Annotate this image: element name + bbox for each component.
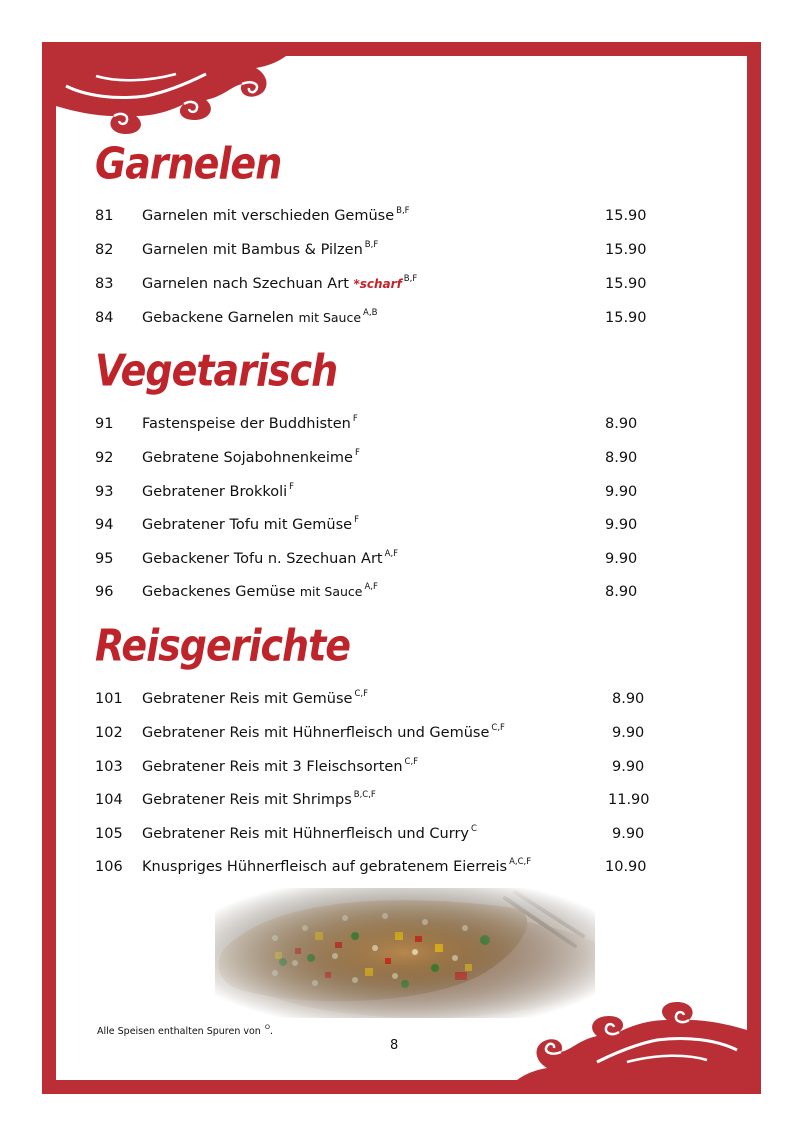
allergen-codes: C,F xyxy=(491,723,505,733)
item-price: 15.90 xyxy=(605,208,647,224)
allergen-codes: F xyxy=(354,515,359,525)
menu-item xyxy=(95,307,655,329)
item-price: 15.90 xyxy=(605,242,647,258)
item-name: Gebratene Sojabohnenkeime xyxy=(142,450,353,466)
item-price: 9.90 xyxy=(605,484,638,500)
allergen-codes: C xyxy=(471,824,477,834)
allergen-codes: A,C,F xyxy=(509,857,532,867)
allergen-codes: C,F xyxy=(354,689,368,699)
item-number: 81 xyxy=(95,208,114,224)
item-name: Fastenspeise der Buddhisten xyxy=(142,416,351,432)
item-number: 96 xyxy=(95,584,114,600)
item-number: 102 xyxy=(95,725,123,741)
item-price: 9.90 xyxy=(612,759,645,775)
item-name: Gebackene Garnelen xyxy=(142,310,294,326)
item-price: 8.90 xyxy=(605,584,638,600)
item-price: 9.90 xyxy=(612,826,645,842)
allergen-codes: A,B xyxy=(363,308,378,318)
menu-item xyxy=(95,688,655,710)
item-price: 8.90 xyxy=(605,416,638,432)
item-price: 10.90 xyxy=(605,859,647,875)
menu-item xyxy=(95,481,655,503)
item-name: Gebratener Reis mit Hühnerfleisch und Gemüse xyxy=(142,725,490,741)
item-number: 84 xyxy=(95,310,114,326)
menu-item xyxy=(95,413,655,435)
allergen-codes: C,F xyxy=(404,757,419,767)
item-name: Gebackener Tofu n. Szechuan Art xyxy=(142,551,383,567)
allergen-codes: B,C,F xyxy=(353,790,376,800)
item-name: Garnelen mit Bambus & Pilzen xyxy=(142,242,363,258)
menu-item xyxy=(95,548,655,570)
item-number: 106 xyxy=(95,859,123,875)
allergen-codes: B,F xyxy=(364,240,379,250)
allergen-codes: F xyxy=(289,482,295,492)
item-price: 15.90 xyxy=(605,310,647,326)
item-number: 82 xyxy=(95,242,114,258)
menu-item xyxy=(95,856,655,878)
item-number: 105 xyxy=(95,826,123,842)
cloud-ornament-top-left xyxy=(56,56,286,136)
menu-item xyxy=(95,205,655,227)
section-title-vegetarisch: Vegetarisch xyxy=(95,345,338,396)
item-price: 9.90 xyxy=(605,517,638,533)
item-price: 8.90 xyxy=(605,450,638,466)
item-price: 8.90 xyxy=(612,691,645,707)
allergen-codes: A,F xyxy=(384,549,399,559)
item-name: Gebratener Brokkoli xyxy=(142,484,288,500)
item-price: 9.90 xyxy=(605,551,638,567)
spicy-label: *scharf xyxy=(353,277,402,291)
menu-item xyxy=(95,756,655,778)
item-number: 94 xyxy=(95,517,114,533)
item-name: Gebratener Reis mit Hühnerfleisch und Curry xyxy=(142,826,470,842)
item-number: 104 xyxy=(95,792,123,808)
section-title-reisgerichte: Reisgerichte xyxy=(95,620,351,671)
item-name: Gebratener Reis mit Gemüse xyxy=(142,691,353,707)
item-name: Garnelen nach Szechuan Art xyxy=(142,276,349,292)
fried-rice-photo xyxy=(215,888,595,1018)
menu-item xyxy=(95,447,655,469)
item-number: 103 xyxy=(95,759,123,775)
item-name: Garnelen mit verschieden Gemüse xyxy=(142,208,395,224)
menu-item xyxy=(95,581,655,603)
item-note: mit Sauce xyxy=(298,310,362,325)
menu-item xyxy=(95,514,655,536)
item-price: 11.90 xyxy=(608,792,650,808)
item-number: 95 xyxy=(95,551,114,567)
item-number: 91 xyxy=(95,416,114,432)
item-price: 15.90 xyxy=(605,276,647,292)
menu-item xyxy=(95,722,655,744)
item-name: Gebratener Tofu mit Gemüse xyxy=(142,517,353,533)
allergen-codes: F xyxy=(352,414,358,424)
allergen-codes: F xyxy=(354,448,360,458)
allergen-codes: A,F xyxy=(364,582,378,592)
allergen-codes: B,F xyxy=(396,206,410,216)
item-name: Gebratener Reis mit 3 Fleischsorten xyxy=(142,759,403,775)
item-number: 92 xyxy=(95,450,114,466)
menu-item xyxy=(95,789,655,811)
item-number: 83 xyxy=(95,276,114,292)
allergen-codes: B,F xyxy=(403,274,418,284)
section-title-garnelen: Garnelen xyxy=(95,138,282,189)
item-name: Gebratener Reis mit Shrimps xyxy=(142,792,352,808)
menu-item xyxy=(95,273,655,295)
item-price: 9.90 xyxy=(612,725,645,741)
item-number: 93 xyxy=(95,484,114,500)
allergen-footnote: Alle Speisen enthalten Spuren von $^O$. xyxy=(97,1023,274,1037)
item-name: Knuspriges Hühnerfleisch auf gebratenem Eierreis xyxy=(142,859,508,875)
page-number: 8 xyxy=(390,1038,399,1053)
menu-item xyxy=(95,239,655,261)
item-number: 101 xyxy=(95,691,123,707)
item-name: Gebackenes Gemüse xyxy=(142,584,296,600)
menu-item xyxy=(95,823,655,845)
item-note: mit Sauce xyxy=(299,584,363,599)
